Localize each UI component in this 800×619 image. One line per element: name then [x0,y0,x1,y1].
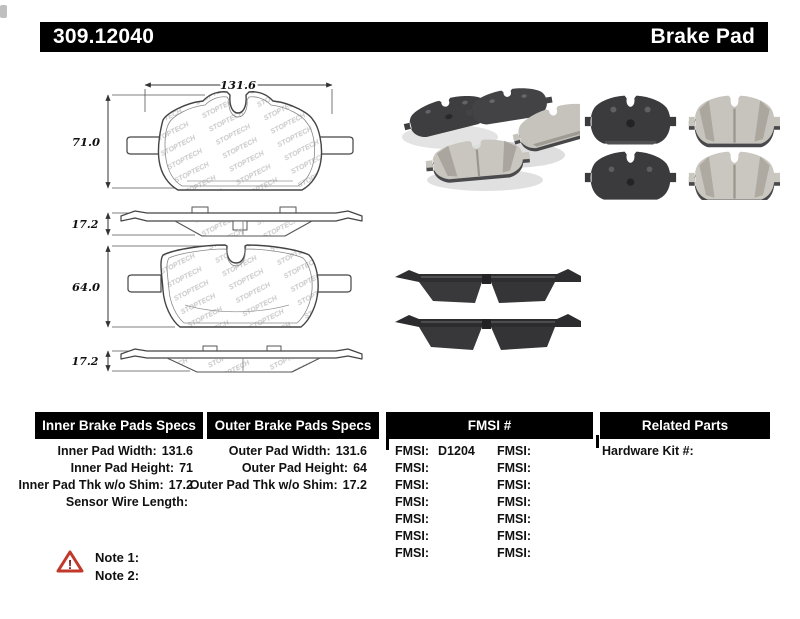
spec-row: Inner Pad Height: 71 [70,461,193,475]
fmsi-row: FMSI: [497,512,532,526]
notes-section [95,549,139,584]
spec-row: Inner Pad Thk w/o Shim: 17.2 [18,478,193,492]
edge-pad-row [395,269,581,303]
fmsi-row: FMSI: [497,478,532,492]
fmsi-row: FMSI: [497,444,532,458]
fmsi-row: FMSI: [395,512,430,526]
warning-triangle-icon [56,550,84,574]
note-1: Note 1: [95,550,140,565]
note-2: Note 2: [95,567,140,583]
fmsi-row: FMSI: [497,461,532,475]
dimension-label-inner-width: 131.6 [219,78,257,92]
fmsi-row: FMSI: [497,529,532,543]
technical-drawings [55,65,385,395]
header-bar [40,22,768,52]
table-border-tick [596,435,599,448]
product-photo-flat-grid [575,85,780,200]
fmsi-column-2 [497,443,540,562]
dimension-label-outer-thickness: 17.2 [71,355,99,368]
fmsi-row: FMSI: [395,495,430,509]
spec-row: Inner Pad Width: 131.6 [57,444,193,458]
outer-specs-column [189,443,367,494]
fmsi-row: FMSI: [395,546,430,560]
fmsi-row: FMSI: [497,495,532,509]
fmsi-row: FMSI: [395,529,430,543]
spec-row: Outer Pad Width: 131.6 [228,444,367,458]
inner-pad-front-drawing [72,78,353,190]
product-photo-edge-stack [385,255,590,355]
outer-pad-side-drawing [72,346,362,372]
spec-row: Sensor Wire Length: [65,495,188,509]
table-border-tick [386,437,389,450]
fmsi-column-1 [395,443,475,562]
inner-pad-side-drawing [72,207,362,236]
svg-text:!: ! [67,557,73,572]
dimension-label-inner-height: 71.0 [71,135,101,149]
product-title: Brake Pad [650,25,755,48]
spec-row: Outer Pad Thk w/o Shim: 17.2 [189,478,367,492]
spec-row: Outer Pad Height: 64 [241,461,367,475]
edge-pad-row [395,314,581,350]
fmsi-row: FMSI: [395,461,430,475]
part-number: 309.12040 [53,25,155,48]
table-header-fmsi: FMSI # [386,412,593,439]
outer-pad-front-drawing [72,245,351,327]
inner-specs-column [18,443,193,511]
table-header-inner-specs: Inner Brake Pads Specs [35,412,203,439]
table-header-related-parts: Related Parts [600,412,770,439]
fmsi-row: FMSI: D1204 [395,444,475,458]
product-photo-angled-set [390,85,580,200]
scan-artifact [0,5,7,18]
related-parts-column [602,443,700,460]
hardware-kit-row: Hardware Kit #: [602,444,694,458]
dimension-label-outer-height: 64.0 [71,280,101,294]
fmsi-row: FMSI: [395,478,430,492]
dimension-label-inner-thickness: 17.2 [71,218,99,231]
fmsi-row: FMSI: [497,546,532,560]
table-header-outer-specs: Outer Brake Pads Specs [207,412,379,439]
